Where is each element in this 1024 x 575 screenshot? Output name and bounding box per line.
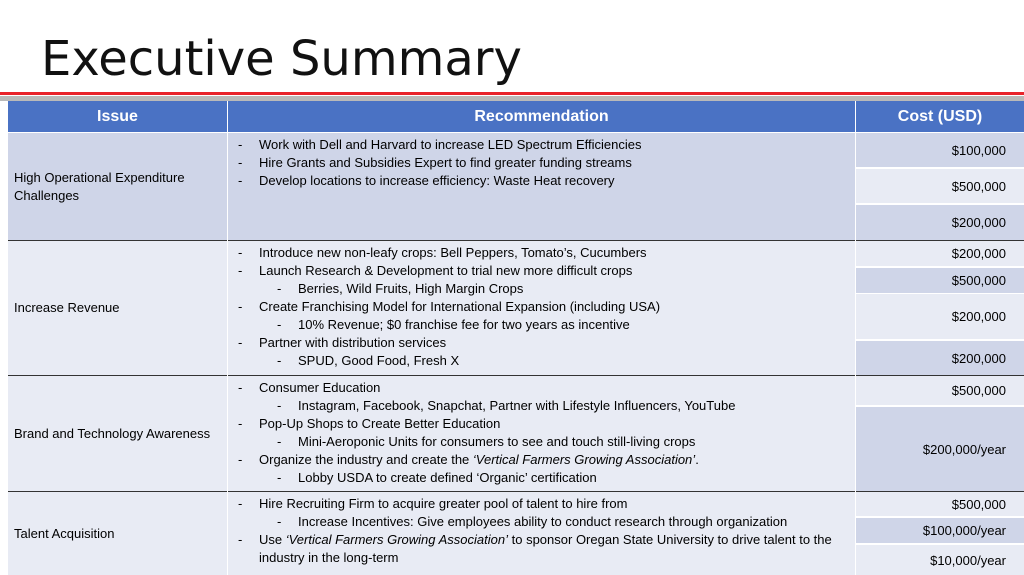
cost-cell: $200,000: [856, 205, 1024, 240]
item-text: .: [695, 452, 699, 467]
recommendation-cell: [228, 133, 855, 240]
list-item: - Develop locations to increase efficiency: Waste Heat recovery: [238, 173, 615, 188]
cost-cell: $200,000: [856, 241, 1024, 266]
list-item: - Pop-Up Shops to Create Better Education: [238, 416, 501, 431]
issue-text: Increase Revenue: [14, 300, 120, 315]
item-text: Consumer Education: [259, 380, 381, 395]
header-issue: Issue: [8, 101, 227, 132]
cost-cell: $100,000/year: [856, 518, 1024, 543]
list-subitem: - Instagram, Facebook, Snapchat, Partner with Lifestyle Influencers, YouTube: [277, 398, 736, 413]
item-text: Develop locations to increase efficiency: Waste Heat recovery: [259, 173, 615, 188]
item-text: Mini-Aeroponic Units for consumers to see and touch still-living crops: [298, 434, 696, 449]
item-text: Work with Dell and Harvard to increase LED Spectrum Efficiencies: [259, 137, 642, 152]
header-recommendation: Recommendation: [228, 101, 855, 132]
issue-cell: [8, 492, 227, 575]
list-item: - Work with Dell and Harvard to increase LED Spectrum Efficiencies: [238, 137, 642, 152]
issue-cell: [8, 241, 227, 375]
association-name: ‘Vertical Farmers Growing Association’: [472, 452, 696, 467]
item-text: Pop-Up Shops to Create Better Education: [259, 416, 501, 431]
issue-text: Brand and Technology Awareness: [14, 425, 211, 441]
item-text: Organize the industry and create the: [259, 452, 473, 467]
item-text: Introduce new non-leafy crops: Bell Peppers, Tomato’s, Cucumbers: [259, 245, 647, 260]
recommendation-cell: [228, 492, 855, 575]
issue-text: Talent Acquisition: [14, 525, 115, 541]
item-text: Instagram, Facebook, Snapchat, Partner with Lifestyle Influencers, YouTube: [298, 398, 736, 413]
item-text: Increase Incentives: Give employees ability to conduct research through organization: [298, 514, 788, 529]
list-item: - Organize the industry and create the ‘Vertical Farmers Growing Association’.: [238, 452, 699, 467]
cost-cell: $500,000: [856, 169, 1024, 203]
page-title: Executive Summary: [41, 31, 522, 87]
item-text: Create Franchising Model for International Expansion (including USA): [259, 299, 661, 314]
column-separator: [855, 101, 856, 575]
cost-cell: $200,000: [856, 294, 1024, 339]
list-item: - Create Franchising Model for International Expansion (including USA): [238, 299, 661, 314]
item-text: Partner with distribution services: [259, 335, 447, 350]
list-item: - Launch Research & Development to trial new more difficult crops: [238, 263, 633, 278]
item-text: Hire Grants and Subsidies Expert to find greater funding streams: [259, 155, 632, 170]
item-text: Berries, Wild Fruits, High Margin Crops: [298, 281, 524, 296]
cost-cell: $200,000/year: [856, 407, 1024, 491]
cost-cell: $500,000: [856, 492, 1024, 516]
title-underline-red: [0, 92, 1024, 95]
cost-cell: $500,000: [856, 268, 1024, 293]
issue-text: High Operational Expenditure Challenges: [14, 169, 185, 203]
list-subitem: - Increase Incentives: Give employees ability to conduct research through organization: [277, 514, 788, 529]
recommendation-cell: [228, 376, 855, 491]
summary-table: [8, 101, 1024, 575]
item-text: Use: [259, 532, 286, 547]
header-cost: Cost (USD): [856, 101, 1024, 132]
cost-cell: $10,000/year: [856, 545, 1024, 575]
item-text: to sponsor Oregan State University to drive talent to the industry in the long-term: [259, 532, 832, 565]
list-item: - Consumer Education: [238, 380, 381, 395]
issue-cell: [8, 376, 227, 491]
list-subitem: - 10% Revenue; $0 franchise fee for two years as incentive: [277, 317, 630, 332]
item-text: Hire Recruiting Firm to acquire greater pool of talent to hire from: [259, 496, 628, 511]
list-subitem: - SPUD, Good Food, Fresh X: [277, 353, 460, 368]
cost-cell: $500,000: [856, 376, 1024, 405]
item-text: 10% Revenue; $0 franchise fee for two years as incentive: [298, 317, 630, 332]
list-item: - Partner with distribution services: [238, 335, 447, 350]
list-subitem: - Lobby USDA to create defined ‘Organic’ certification: [277, 470, 597, 485]
recommendation-cell: [228, 241, 855, 375]
list-item: - Hire Recruiting Firm to acquire greater pool of talent to hire from: [238, 496, 628, 511]
list-subitem: - Mini-Aeroponic Units for consumers to see and touch still-living crops: [277, 434, 696, 449]
cost-cell: $100,000: [856, 133, 1024, 167]
association-name: ‘Vertical Farmers Growing Association’: [285, 532, 509, 547]
item-text: SPUD, Good Food, Fresh X: [298, 353, 460, 368]
cost-cell: $200,000: [856, 341, 1024, 375]
item-text: Lobby USDA to create defined ‘Organic’ certification: [298, 470, 597, 485]
list-item: - Introduce new non-leafy crops: Bell Peppers, Tomato’s, Cucumbers: [238, 245, 647, 260]
item-text: Launch Research & Development to trial new more difficult crops: [259, 263, 633, 278]
column-separator: [227, 101, 228, 575]
list-subitem: - Berries, Wild Fruits, High Margin Crops: [277, 281, 524, 296]
list-item: - Hire Grants and Subsidies Expert to find greater funding streams: [238, 155, 632, 170]
issue-cell: [8, 133, 227, 240]
list-item: - Use ‘Vertical Farmers Growing Association’ to sponsor Oregan State University to drive talent to the industry in the long-term: [238, 532, 832, 565]
